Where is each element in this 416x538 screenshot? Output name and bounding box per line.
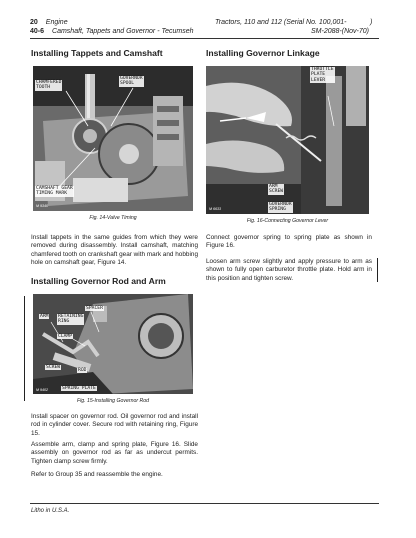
figure-14-photo	[33, 66, 193, 211]
label-retaining-ring: RETAINING RING	[58, 314, 84, 325]
label-arm-screw: ARM SCREW	[269, 184, 284, 195]
para-assemble-arm: Assemble arm, clamp and spring plate, Figure 16. Slide assembly on governor rod as far as undercut permits. Tighten clamp screw firmly.	[31, 441, 198, 465]
governor-rod-illustration	[33, 294, 193, 394]
closing-paren: )	[370, 19, 373, 26]
label-arm: ARM	[40, 314, 49, 319]
para-refer-group: Refer to Group 35 and reassemble the engine.	[31, 471, 163, 478]
subsection-title: Camshaft, Tappets and Governor - Tecumseh	[52, 28, 194, 35]
photo-code-16: M 6633	[209, 207, 221, 211]
running-head-left-2	[30, 27, 194, 36]
photo-code-14: M 9340	[36, 204, 48, 208]
figure-16-photo	[206, 66, 369, 214]
footer-rule	[30, 503, 379, 504]
label-camshaft-gear: CAMSHAFT GEAR TIMING MARK	[36, 186, 73, 197]
para-install-spacer: Install spacer on governor rod. Oil governor rod and install rod in cylinder cover. Secure rod with retaining ring, Figure 15.	[31, 413, 198, 437]
heading-governor-rod-arm: Installing Governor Rod and Arm	[31, 276, 166, 286]
caption-fig-15: Fig. 15-Installing Governor Rod	[76, 398, 150, 404]
running-head-right	[215, 18, 347, 27]
manual-number: SM-2088-(Nov-70)	[311, 28, 369, 35]
section-title: Engine	[45, 19, 68, 26]
governor-linkage-illustration	[206, 66, 369, 214]
page-number: 20	[30, 19, 38, 26]
revision-bar-left	[24, 296, 25, 401]
running-head-left	[30, 18, 68, 27]
revision-bar-right	[377, 258, 378, 282]
heading-tappets-camshaft: Installing Tappets and Camshaft	[31, 48, 163, 58]
heading-governor-linkage: Installing Governor Linkage	[206, 48, 320, 58]
tractor-models: Tractors, 110 and 112 (Serial No. 100,001-	[215, 19, 347, 26]
label-throttle-plate-lever: THROTTLE PLATE LEVER	[311, 67, 334, 83]
label-spring-plate: SPRING PLATE	[62, 386, 96, 391]
label-governor-spool: GOVERNOR SPOOL	[120, 76, 143, 87]
caption-fig-14: Fig. 14-Valve Timing	[89, 215, 137, 221]
header-rule	[30, 38, 379, 39]
label-rod: ROD	[78, 368, 87, 373]
para-install-tappets: Install tappets in the same guides from which they were removed during disassembly. Install camshaft, matching chamfered tooth on crankshaft gear with mark and hobbing hole on camshaft gear, Figure 14.	[31, 234, 198, 266]
footer-litho: Litho in U.S.A.	[31, 508, 70, 514]
photo-code-15: M 9402	[36, 388, 48, 392]
label-governor-spring: GOVERNOR SPRING	[269, 202, 292, 213]
section-number: 40-6	[30, 28, 45, 35]
label-clamp: CLAMP	[58, 334, 73, 339]
label-spacer: SPACER	[86, 306, 103, 311]
figure-15-photo	[33, 294, 193, 394]
para-connect-spring: Connect governor spring to spring plate as shown in Figure 16.	[206, 234, 372, 250]
label-chamfered-tooth: CHAMFERED TOOTH	[36, 80, 62, 91]
label-screw: SCREW	[46, 365, 61, 370]
caption-fig-16: Fig. 16-Connecting Governor Lever	[246, 218, 329, 224]
para-loosen-arm: Loosen arm screw slightly and apply pressure to arm as shown to fully open carburetor throttle plate. Hold arm in this position and tighten screw.	[206, 258, 372, 282]
